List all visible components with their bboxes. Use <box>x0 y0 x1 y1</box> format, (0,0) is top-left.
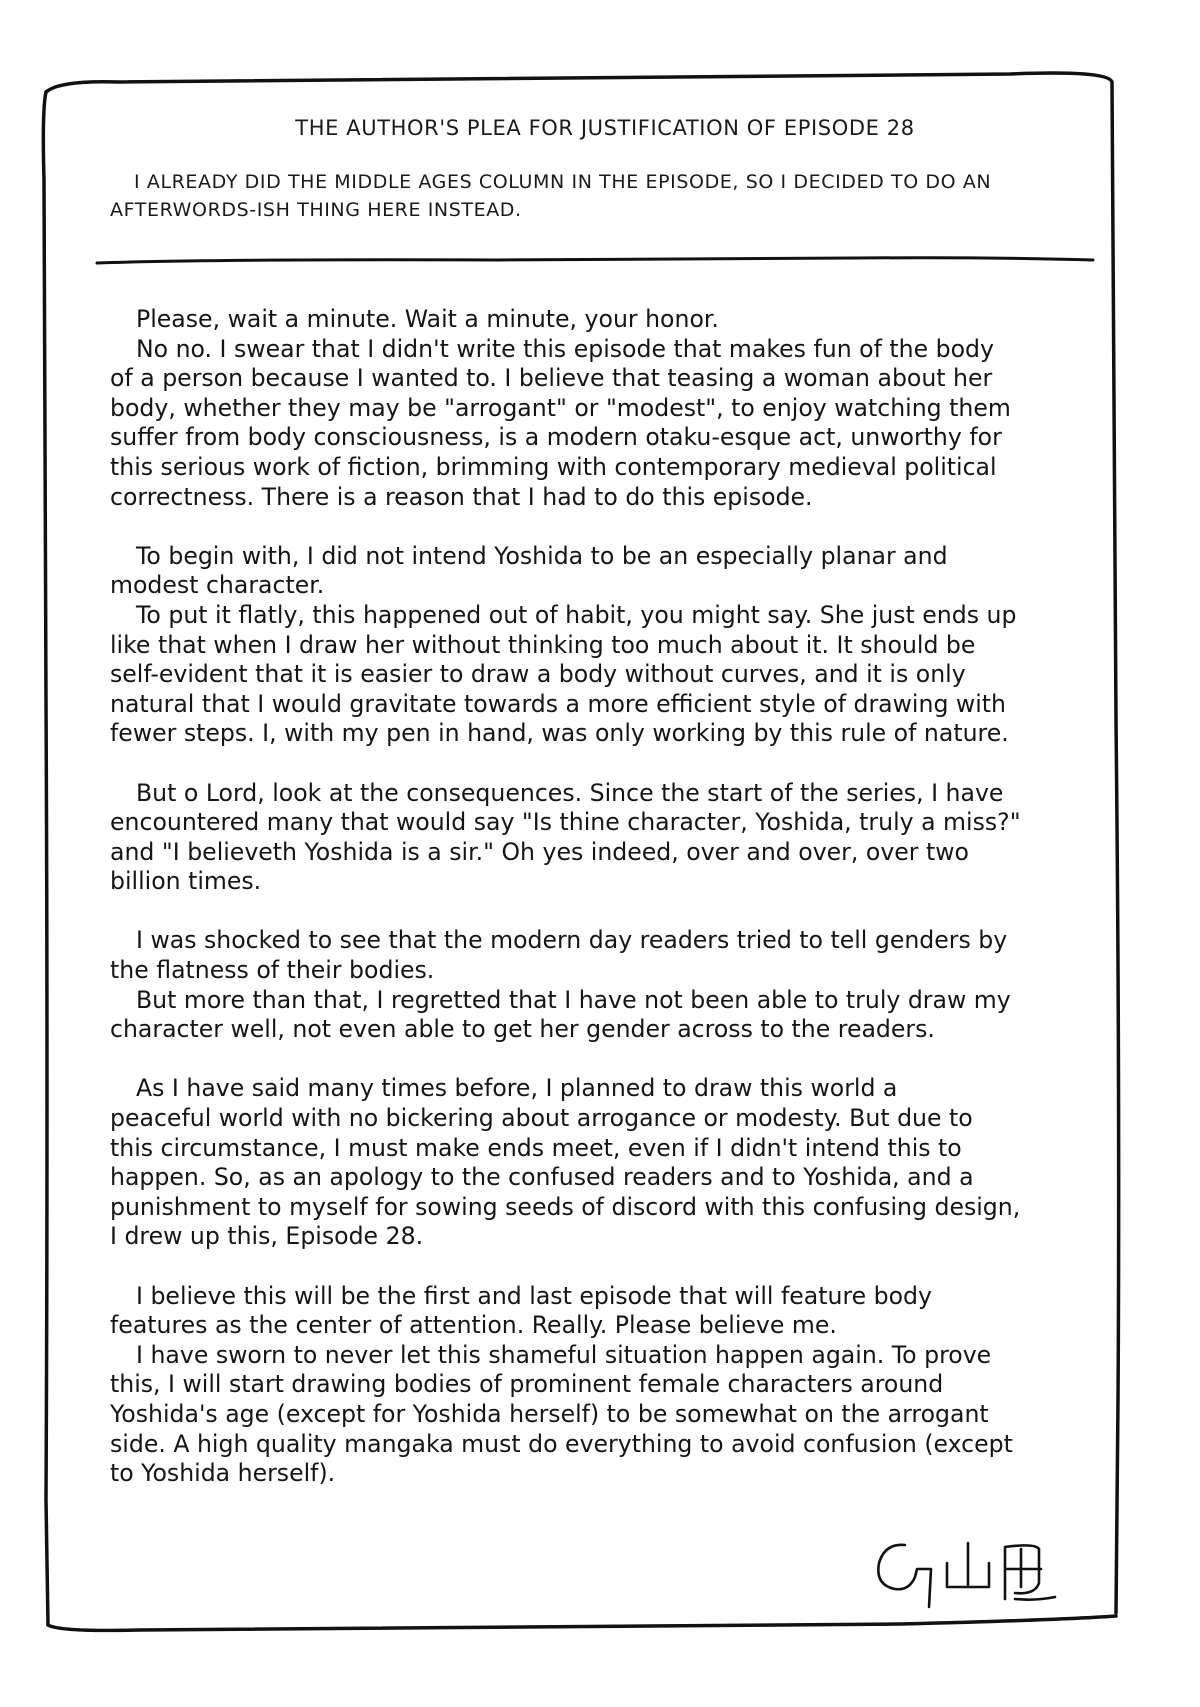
text-line: of a person because I wanted to. I believe that teasing a woman about her <box>110 364 993 393</box>
text-line: But o Lord, look at the consequences. Since the start of the series, I have <box>136 778 1004 807</box>
text-line: happen. So, as an apology to the confused readers and to Yoshida, and a <box>110 1163 974 1192</box>
text-line: I drew up this, Episode 28. <box>110 1222 424 1251</box>
paragraph <box>110 542 1090 601</box>
text-line: features as the center of attention. Really. Please believe me. <box>110 1311 837 1340</box>
text-line: punishment to myself for sowing seeds of discord with this confusing design, <box>110 1192 1021 1221</box>
paragraph <box>110 1074 1090 1252</box>
text-line: this serious work of fiction, brimming with contemporary medieval political <box>110 452 997 481</box>
paragraph <box>110 335 1090 513</box>
text-line: Please, wait a minute. Wait a minute, your honor. <box>136 305 719 333</box>
header-divider <box>95 255 1095 267</box>
text-line: modest character. <box>110 571 325 600</box>
text-line: To put it flatly, this happened out of habit, you might say. She just ends up <box>136 600 1017 629</box>
paragraph <box>110 779 1090 897</box>
paragraph <box>110 601 1090 749</box>
paragraph <box>110 986 1090 1045</box>
text-line: fewer steps. I, with my pen in hand, was only working by this rule of nature. <box>110 719 1009 748</box>
page-subtitle <box>110 168 1100 224</box>
text-line: suffer from body consciousness, is a modern otaku-esque act, unworthy for <box>110 423 1002 452</box>
text-line: I have sworn to never let this shameful situation happen again. To prove <box>136 1340 992 1369</box>
text-line: the flatness of their bodies. <box>110 956 435 985</box>
text-line: self-evident that it is easier to draw a body without curves, and it is only <box>110 660 966 689</box>
text-line: this, I will start drawing bodies of prominent female characters around <box>110 1370 944 1399</box>
text-line: peaceful world with no bickering about arrogance or modesty. But due to <box>110 1104 973 1133</box>
text-line: As I have said many times before, I planned to draw this world a <box>136 1074 898 1103</box>
text-line: But more than that, I regretted that I have not been able to truly draw my <box>136 985 1011 1014</box>
text-line: side. A high quality mangaka must do everything to avoid confusion (except <box>110 1429 1013 1458</box>
paragraph <box>110 1341 1090 1489</box>
text-line: correctness. There is a reason that I had to do this episode. <box>110 482 813 511</box>
signature-mark <box>865 1525 1075 1615</box>
text-line: I believe this will be the first and last episode that will feature body <box>136 1281 933 1310</box>
text-line: to Yoshida herself). <box>110 1459 336 1488</box>
paragraph <box>110 1282 1090 1341</box>
text-line: billion times. <box>110 867 262 896</box>
text-line: natural that I would gravitate towards a more efficient style of drawing with <box>110 689 1006 718</box>
page-title: THE AUTHOR'S PLEA FOR JUSTIFICATION OF EPISODE 28 <box>295 116 915 140</box>
page-subtitle-text: I ALREADY DID THE MIDDLE AGES COLUMN IN THE EPISODE, SO I DECIDED TO DO AN AFTERWORDS-ISH THING HERE INSTEAD. <box>110 171 992 221</box>
text-line: I was shocked to see that the modern day readers tried to tell genders by <box>136 926 1008 955</box>
paragraph <box>110 926 1090 985</box>
letter-body <box>110 305 1090 1518</box>
text-line: encountered many that would say "Is thine character, Yoshida, truly a miss?" <box>110 808 1021 837</box>
text-line: like that when I draw her without thinking too much about it. It should be <box>110 630 976 659</box>
text-line: and "I believeth Yoshida is a sir." Oh yes indeed, over and over, over two <box>110 837 969 866</box>
text-line: Yoshida's age (except for Yoshida herself) to be somewhat on the arrogant <box>110 1399 989 1428</box>
text-line: No no. I swear that I didn't write this episode that makes fun of the body <box>136 334 994 363</box>
text-line: character well, not even able to get her gender across to the readers. <box>110 1015 935 1044</box>
header <box>110 112 1100 224</box>
text-line: To begin with, I did not intend Yoshida to be an especially planar and <box>136 541 948 570</box>
text-line: body, whether they may be "arrogant" or "modest", to enjoy watching them <box>110 393 1011 422</box>
paragraph <box>110 305 1090 335</box>
text-line: this circumstance, I must make ends meet, even if I didn't intend this to <box>110 1133 962 1162</box>
